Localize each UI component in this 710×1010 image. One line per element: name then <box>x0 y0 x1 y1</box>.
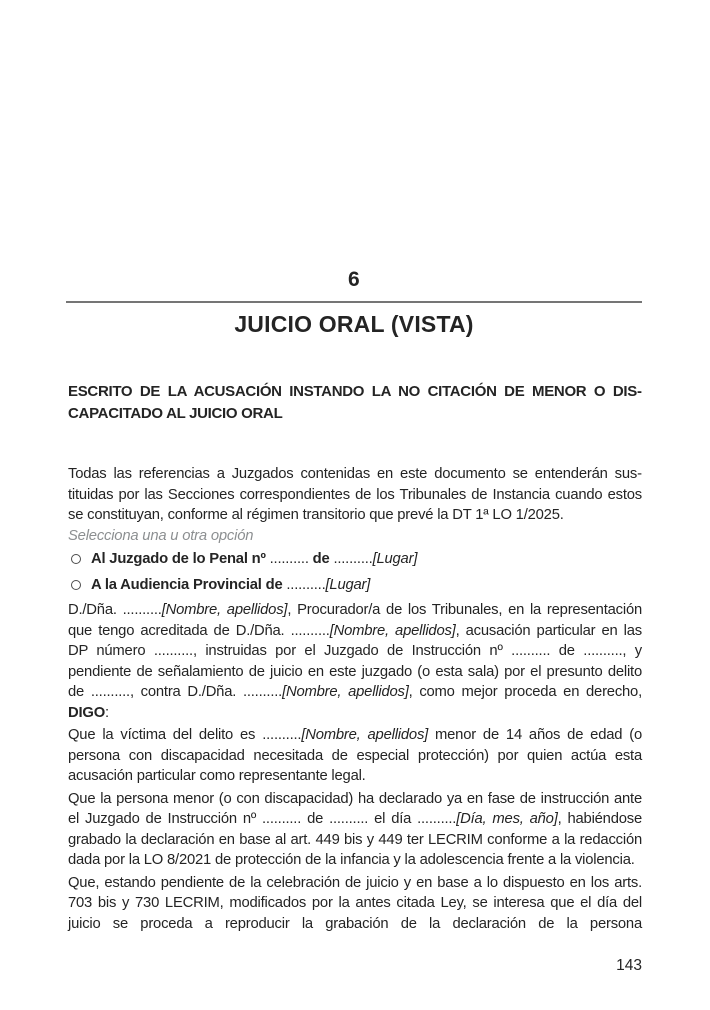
text-run: Al Juzgado de lo Penal nº <box>91 551 270 567</box>
text-run: .......... <box>286 576 326 593</box>
text-run: [Nombre, apellidos] <box>161 602 288 618</box>
document-body <box>68 381 642 934</box>
circle-bullet-icon <box>71 580 81 590</box>
chapter-header <box>66 268 642 337</box>
text-run: A la Audiencia Provincial de <box>91 576 287 593</box>
text-run: .......... <box>269 551 313 567</box>
text-run: , como mejor proceda en derecho, <box>408 684 642 700</box>
option-select-note: Selecciona una u otra opción <box>68 527 254 544</box>
text-run: D./Dña. .......... <box>68 602 162 618</box>
circle-bullet-icon <box>71 554 81 564</box>
peticion-reproduccion-paragraph <box>68 873 642 935</box>
text-run: Que la víctima del delito es .......... <box>68 727 302 743</box>
intro-paragraph <box>68 464 642 526</box>
text-run: [Nombre, apellidos] <box>301 727 429 743</box>
text-run: , acusación particular en las DP número .........., instruidas por el Juzgado de Instrucción nº .......... de .........., y pendiente de señalamiento de juicio en este juzgado (o esta sala) por el presunto delito de .........., contra D./Dña. .......... <box>68 622 642 700</box>
text-run: [Lugar] <box>325 576 371 593</box>
text-run: [Día, mes, año] <box>456 811 558 827</box>
declaracion-previa-paragraph <box>68 789 642 871</box>
procurador-paragraph <box>68 600 642 723</box>
text-run: [Nombre, apellidos] <box>282 684 409 700</box>
text-run: menor de 14 años de edad (o persona con discapacidad necesitada de especial protección) por quien actúa esta acusación particular como representante legal. <box>68 727 643 784</box>
option-juzgado-penal <box>68 549 642 570</box>
page-number: 143 <box>616 957 642 974</box>
text-run: Todas las referencias a Juzgados contenidas en este documento se entenderán sustituidas por las Secciones correspondientes de los Tribunales de Instancia cuando estos se constituyan, conforme al régimen transitorio que prevé la DT 1ª LO 1/2025. <box>68 466 642 523</box>
text-run: , Procurador/a de los Tribunales, en la representación que tengo acreditada de D./Dña. .......... <box>68 602 642 639</box>
text-run: : <box>105 704 109 721</box>
text-run: , habiéndose grabado la declaración en base al art. 449 bis y 449 ter LECRIM conforme a la redacción dada por la LO 8/2021 de protección de la infancia y la adolescencia frente a la violencia. <box>68 811 643 868</box>
option-juzgado-penal-label <box>91 549 417 570</box>
chapter-number: 6 <box>348 268 360 291</box>
addressee-options <box>68 549 642 595</box>
text-run: Que, estando pendiente de la celebración de juicio y en base a lo dispuesto en los arts. 703 bis y 730 LECRIM, modificados por la antes citada Ley, se interesa que el día del juicio se proceda a reproducir la grabación de la declaración de la persona <box>68 874 642 932</box>
text-run: Que la persona menor (o con discapacidad) ha declarado ya en fase de instrucción ante el Juzgado de Instrucción nº .......... de .......... el día .......... <box>68 790 642 827</box>
chapter-rule <box>66 301 642 303</box>
chapter-title: JUICIO ORAL (VISTA) <box>234 311 474 337</box>
text-run: de <box>312 551 334 567</box>
text-run: [Lugar] <box>372 551 418 567</box>
option-audiencia-provincial <box>68 575 642 596</box>
victima-paragraph <box>68 725 642 787</box>
text-run: .......... <box>333 551 373 567</box>
option-audiencia-provincial-label <box>91 575 370 596</box>
section-heading: ESCRITO DE LA ACUSACIÓN INSTANDO LA NO CITACIÓN DE MENOR O DISCAPACITADO AL JUICIO ORAL <box>68 383 642 422</box>
text-run: [Nombre, apellidos] <box>329 622 456 639</box>
text-run: DIGO <box>68 704 106 721</box>
